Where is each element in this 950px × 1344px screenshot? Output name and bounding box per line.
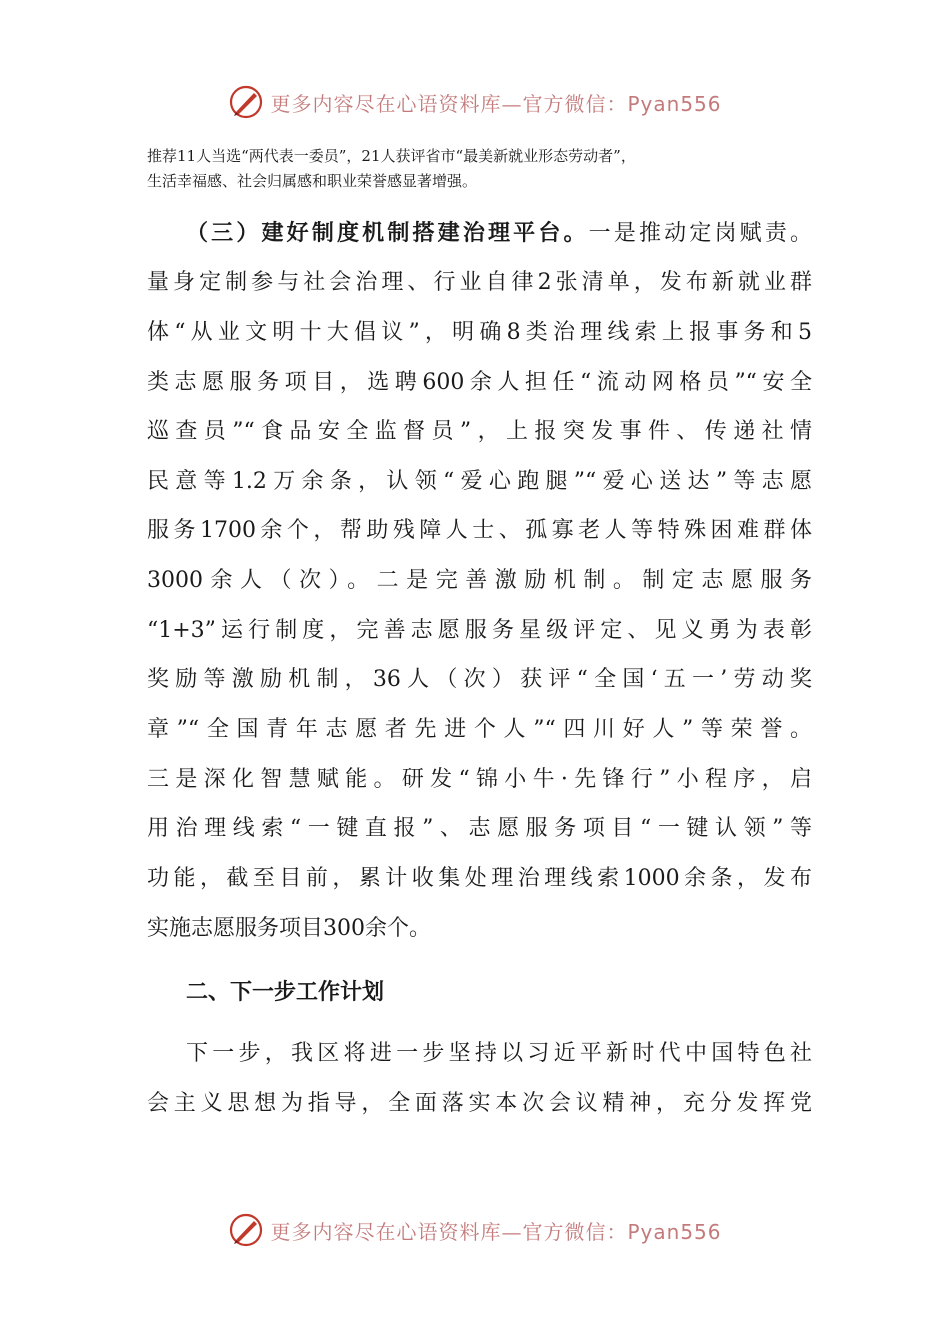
paragraph-line: 章”“全国青年志愿者先进个人”“四川好人”等荣誉。 <box>147 717 812 742</box>
paragraph-line: 奖励等激励机制，36人（次）获评“全国‘五一’劳动奖 <box>147 667 812 692</box>
paragraph-line: “1+3”运行制度，完善志愿服务星级评定、见义勇为表彰 <box>147 618 812 643</box>
section3-first-text: 一是推动定岗赋责。 <box>588 221 812 246</box>
paragraph-line: 类志愿服务项目，选聘600余人担任“流动网格员”“安全 <box>147 370 812 395</box>
intro-line-2: 生活幸福感、社会归属感和职业荣誉感显著增强。 <box>147 172 478 190</box>
pen-logo-icon <box>228 84 264 120</box>
section3-title: （三）建好制度机制搭建治理平台。 <box>186 220 589 246</box>
paragraph-last-line: 实施志愿服务项目300余个。 <box>147 916 431 941</box>
paragraph-line: 下一步，我区将进一步坚持以习近平新时代中国特色社 <box>186 1041 812 1066</box>
banner-text: 更多内容尽在心语资料库—官方微信：Pyan556 <box>270 1219 722 1244</box>
paragraph-line: 会主义思想为指导，全面落实本次会议精神，充分发挥党 <box>147 1091 812 1116</box>
banner-text: 更多内容尽在心语资料库—官方微信：Pyan556 <box>270 91 722 116</box>
paragraph-line: 巡查员”“食品安全监督员”，上报突发事件、传递社情 <box>147 419 812 444</box>
wechat-id: Pyan556 <box>627 1219 722 1244</box>
paragraph-line: 量身定制参与社会治理、行业自律2张清单，发布新就业群 <box>147 270 812 295</box>
paragraph-line: 三是深化智慧赋能。研发“锦小牛·先锋行”小程序，启 <box>147 767 812 792</box>
section3-first-line <box>186 213 812 253</box>
footer-watermark-banner <box>0 1208 950 1252</box>
intro-line-1: 推荐11人当选“两代表一委员”，21人获评省市“最美新就业形态劳动者”， <box>147 147 636 165</box>
pen-logo-icon <box>228 1212 264 1248</box>
paragraph-line: 民意等1.2万余条，认领“爱心跑腿”“爱心送达”等志愿 <box>147 469 812 494</box>
paragraph-line: 功能，截至目前，累计收集处理治理线索1000余条，发布 <box>147 866 812 891</box>
paragraph-line: 服务1700余个，帮助残障人士、孤寡老人等特殊困难群体 <box>147 518 812 543</box>
section-heading: 二、下一步工作计划 <box>186 979 385 1005</box>
wechat-id: Pyan556 <box>627 91 722 116</box>
paragraph-line: 体“从业文明十大倡议”，明确8类治理线索上报事务和5 <box>147 320 812 345</box>
paragraph-line: 用治理线索“一键直报”、志愿服务项目“一键认领”等 <box>147 816 812 841</box>
paragraph-line: 3000余人（次）。二是完善激励机制。制定志愿服务 <box>147 568 812 593</box>
header-watermark-banner <box>0 80 950 124</box>
